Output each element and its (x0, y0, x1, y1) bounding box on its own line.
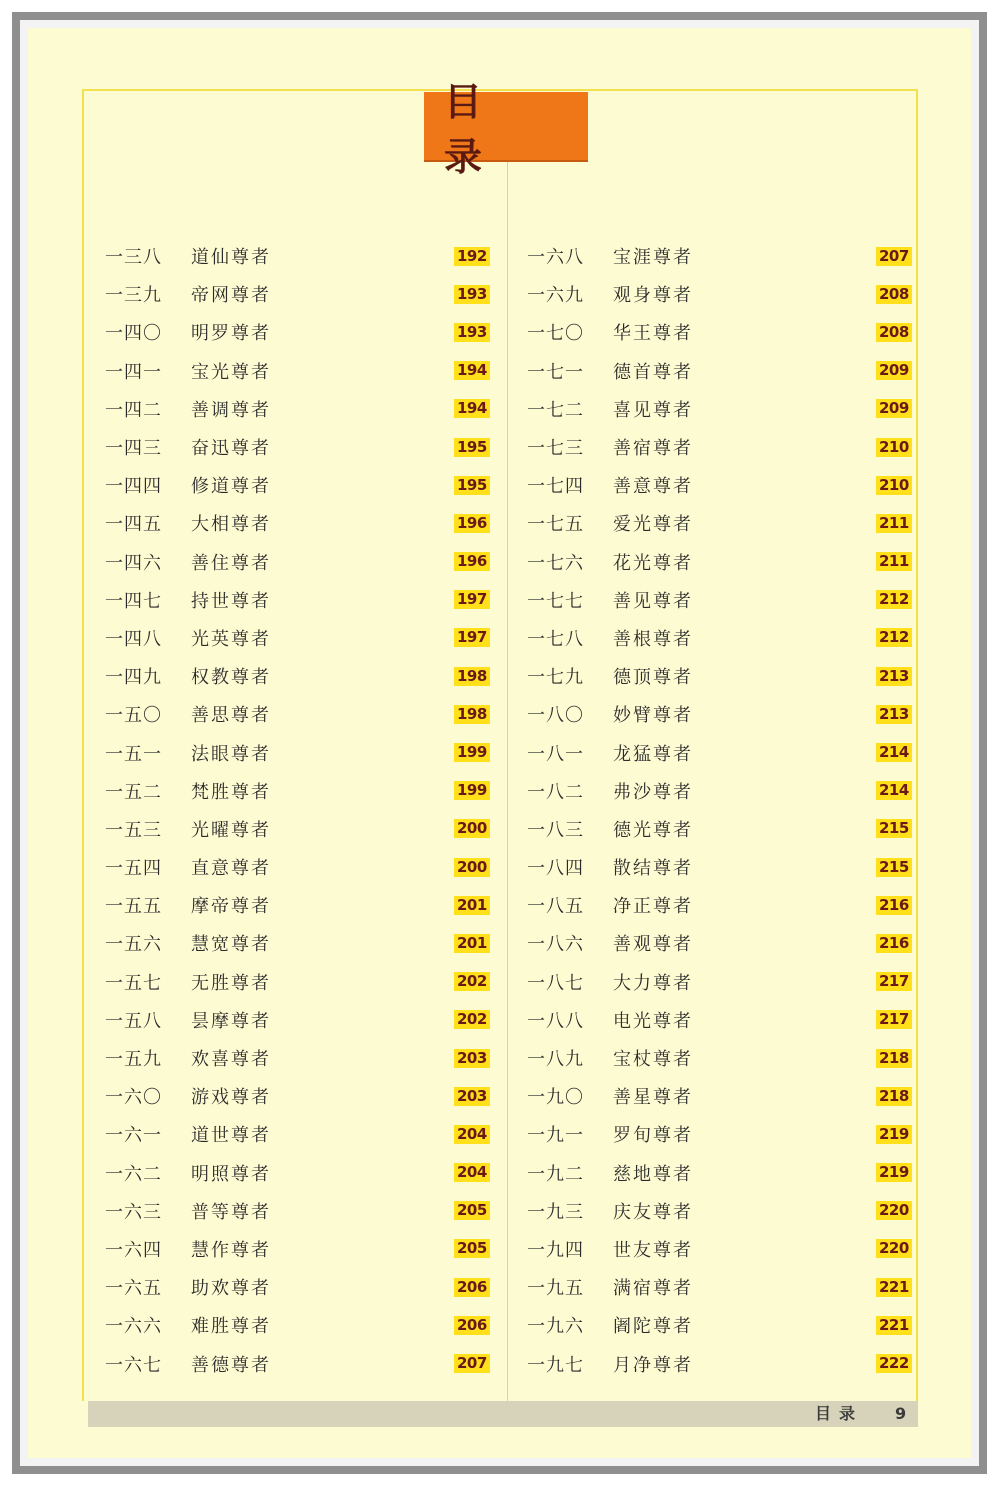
entry-number: 一六三 (105, 1201, 162, 1223)
entry-page-number: 196 (454, 514, 490, 533)
toc-entry[interactable] (527, 237, 917, 275)
toc-entry[interactable] (105, 428, 495, 466)
entry-page-number: 214 (876, 743, 912, 762)
entry-number: 一九五 (527, 1278, 584, 1300)
entry-title: 奋迅尊者 (191, 438, 271, 460)
entry-number: 一七九 (527, 667, 584, 689)
entry-number: 一四五 (105, 514, 162, 536)
toc-entry[interactable] (105, 1306, 495, 1344)
entry-title: 无胜尊者 (191, 972, 271, 994)
toc-entry[interactable] (527, 1001, 917, 1039)
entry-page-number: 203 (454, 1087, 490, 1106)
entry-number: 一六二 (105, 1163, 162, 1185)
entry-title: 宝光尊者 (191, 361, 271, 383)
toc-entry[interactable] (527, 1230, 917, 1268)
entry-page-number: 193 (454, 285, 490, 304)
title-banner (424, 79, 588, 179)
entry-page-number: 197 (454, 590, 490, 609)
entry-page-number: 217 (876, 1010, 912, 1029)
entry-title: 道世尊者 (191, 1125, 271, 1147)
toc-entry[interactable] (527, 619, 917, 657)
entry-title: 阇陀尊者 (613, 1316, 693, 1338)
toc-entry[interactable] (105, 237, 495, 275)
entry-page-number: 193 (454, 323, 490, 342)
entry-title: 大相尊者 (191, 514, 271, 536)
footer-bar (88, 1401, 918, 1427)
entry-title: 摩帝尊者 (191, 896, 271, 918)
entry-page-number: 204 (454, 1125, 490, 1144)
entry-page-number: 205 (454, 1239, 490, 1258)
entry-page-number: 215 (876, 858, 912, 877)
entry-page-number: 202 (454, 1010, 490, 1029)
entry-page-number: 206 (454, 1316, 490, 1335)
entry-number: 一五七 (105, 972, 162, 994)
toc-left-column (105, 237, 495, 1383)
entry-number: 一五五 (105, 896, 162, 918)
entry-title: 善观尊者 (613, 934, 693, 956)
entry-number: 一五二 (105, 781, 162, 803)
entry-title: 妙臂尊者 (613, 705, 693, 727)
entry-number: 一八八 (527, 1010, 584, 1032)
toc-entry[interactable] (527, 848, 917, 886)
toc-entry[interactable] (527, 963, 917, 1001)
entry-number: 一五一 (105, 743, 162, 765)
entry-number: 一八六 (527, 934, 584, 956)
entry-number: 一四七 (105, 590, 162, 612)
entry-page-number: 220 (876, 1239, 912, 1258)
entry-number: 一四〇 (105, 323, 162, 345)
entry-page-number: 199 (454, 781, 490, 800)
entry-title: 满宿尊者 (613, 1278, 693, 1300)
toc-entry[interactable] (527, 466, 917, 504)
entry-title: 散结尊者 (613, 858, 693, 880)
entry-page-number: 202 (454, 972, 490, 991)
entry-title: 善见尊者 (613, 590, 693, 612)
entry-title: 大力尊者 (613, 972, 693, 994)
entry-title: 世友尊者 (613, 1239, 693, 1261)
entry-title: 净正尊者 (613, 896, 693, 918)
toc-entry[interactable] (527, 772, 917, 810)
toc-entry[interactable] (527, 428, 917, 466)
toc-entry[interactable] (527, 352, 917, 390)
entry-title: 爱光尊者 (613, 514, 693, 536)
entry-page-number: 194 (454, 361, 490, 380)
entry-number: 一七一 (527, 361, 584, 383)
entry-page-number: 210 (876, 476, 912, 495)
toc-entry[interactable] (527, 1192, 917, 1230)
toc-entry[interactable] (527, 504, 917, 542)
entry-page-number: 220 (876, 1201, 912, 1220)
entry-title: 月净尊者 (613, 1354, 693, 1376)
entry-page-number: 198 (454, 705, 490, 724)
toc-entry[interactable] (105, 772, 495, 810)
entry-number: 一四八 (105, 628, 162, 650)
entry-page-number: 215 (876, 819, 912, 838)
entry-number: 一九四 (527, 1239, 584, 1261)
entry-number: 一六四 (105, 1239, 162, 1261)
entry-title: 华王尊者 (613, 323, 693, 345)
entry-number: 一六九 (527, 285, 584, 307)
toc-entry[interactable] (527, 543, 917, 581)
entry-page-number: 207 (454, 1354, 490, 1373)
entry-number: 一七七 (527, 590, 584, 612)
toc-entry[interactable] (105, 390, 495, 428)
entry-title: 善德尊者 (191, 1354, 271, 1376)
toc-entry[interactable] (105, 466, 495, 504)
entry-page-number: 208 (876, 323, 912, 342)
entry-page-number: 208 (876, 285, 912, 304)
entry-number: 一四九 (105, 667, 162, 689)
entry-page-number: 221 (876, 1278, 912, 1297)
entry-title: 龙猛尊者 (613, 743, 693, 765)
entry-page-number: 204 (454, 1163, 490, 1182)
toc-entry[interactable] (105, 733, 495, 771)
toc-entry[interactable] (527, 313, 917, 351)
entry-page-number: 200 (454, 858, 490, 877)
entry-number: 一九三 (527, 1201, 584, 1223)
entry-page-number: 205 (454, 1201, 490, 1220)
entry-title: 罗旬尊者 (613, 1125, 693, 1147)
entry-page-number: 209 (876, 361, 912, 380)
toc-entry[interactable] (527, 1039, 917, 1077)
entry-title: 游戏尊者 (191, 1087, 271, 1109)
entry-title: 法眼尊者 (191, 743, 271, 765)
entry-title: 光英尊者 (191, 628, 271, 650)
entry-page-number: 195 (454, 438, 490, 457)
toc-entry[interactable] (527, 1154, 917, 1192)
entry-page-number: 207 (876, 247, 912, 266)
toc-entry[interactable] (527, 886, 917, 924)
toc-entry[interactable] (105, 924, 495, 962)
entry-page-number: 196 (454, 552, 490, 571)
toc-entry[interactable] (527, 581, 917, 619)
entry-title: 普等尊者 (191, 1201, 271, 1223)
entry-number: 一七三 (527, 438, 584, 460)
toc-entry[interactable] (105, 1115, 495, 1153)
page-title: 目 录 (444, 79, 503, 179)
entry-number: 一五三 (105, 819, 162, 841)
toc-entry[interactable] (105, 581, 495, 619)
entry-title: 电光尊者 (613, 1010, 693, 1032)
toc-entry[interactable] (105, 1268, 495, 1306)
entry-number: 一九〇 (527, 1087, 584, 1109)
entry-title: 梵胜尊者 (191, 781, 271, 803)
entry-number: 一八五 (527, 896, 584, 918)
entry-title: 光曜尊者 (191, 819, 271, 841)
footer-page-number: 9 (895, 1404, 907, 1423)
entry-number: 一五六 (105, 934, 162, 956)
toc-entry[interactable] (105, 619, 495, 657)
entry-page-number: 192 (454, 247, 490, 266)
entry-number: 一四二 (105, 399, 162, 421)
entry-title: 善星尊者 (613, 1087, 693, 1109)
entry-title: 慧宽尊者 (191, 934, 271, 956)
entry-title: 直意尊者 (191, 858, 271, 880)
entry-number: 一三九 (105, 285, 162, 307)
entry-title: 花光尊者 (613, 552, 693, 574)
toc-entry[interactable] (105, 1192, 495, 1230)
entry-number: 一九六 (527, 1316, 584, 1338)
entry-page-number: 209 (876, 399, 912, 418)
entry-page-number: 198 (454, 667, 490, 686)
toc-entry[interactable] (105, 1077, 495, 1115)
toc-entry[interactable] (105, 695, 495, 733)
entry-page-number: 212 (876, 628, 912, 647)
footer-label: 目录 (815, 1404, 864, 1423)
entry-page-number: 197 (454, 628, 490, 647)
toc-entry[interactable] (105, 275, 495, 313)
entry-page-number: 203 (454, 1049, 490, 1068)
entry-page-number: 195 (454, 476, 490, 495)
entry-title: 慈地尊者 (613, 1163, 693, 1185)
toc-entry[interactable] (527, 1344, 917, 1382)
entry-title: 欢喜尊者 (191, 1049, 271, 1071)
entry-number: 一六一 (105, 1125, 162, 1147)
toc-entry[interactable] (105, 657, 495, 695)
entry-page-number: 206 (454, 1278, 490, 1297)
entry-title: 善意尊者 (613, 476, 693, 498)
entry-title: 观身尊者 (613, 285, 693, 307)
entry-page-number: 201 (454, 896, 490, 915)
entry-title: 宝涯尊者 (613, 247, 693, 269)
entry-number: 一七五 (527, 514, 584, 536)
entry-title: 帝网尊者 (191, 285, 271, 307)
entry-title: 善根尊者 (613, 628, 693, 650)
toc-entry[interactable] (105, 313, 495, 351)
toc-entry[interactable] (105, 1001, 495, 1039)
toc-entry[interactable] (527, 810, 917, 848)
entry-page-number: 219 (876, 1125, 912, 1144)
entry-title: 难胜尊者 (191, 1316, 271, 1338)
entry-number: 一八〇 (527, 705, 584, 727)
entry-page-number: 200 (454, 819, 490, 838)
entry-page-number: 216 (876, 934, 912, 953)
toc-entry[interactable] (527, 695, 917, 733)
toc-entry[interactable] (527, 1077, 917, 1115)
entry-title: 昙摩尊者 (191, 1010, 271, 1032)
toc-entry[interactable] (105, 848, 495, 886)
toc-entry[interactable] (105, 810, 495, 848)
entry-number: 一八三 (527, 819, 584, 841)
entry-number: 一九七 (527, 1354, 584, 1376)
entry-number: 一九二 (527, 1163, 584, 1185)
entry-number: 一六七 (105, 1354, 162, 1376)
entry-page-number: 210 (876, 438, 912, 457)
entry-title: 弗沙尊者 (613, 781, 693, 803)
entry-page-number: 217 (876, 972, 912, 991)
entry-number: 一五九 (105, 1049, 162, 1071)
toc-entry[interactable] (105, 886, 495, 924)
entry-title: 德首尊者 (613, 361, 693, 383)
entry-number: 一八七 (527, 972, 584, 994)
entry-title: 德光尊者 (613, 819, 693, 841)
entry-number: 一五八 (105, 1010, 162, 1032)
toc-entry[interactable] (105, 1154, 495, 1192)
entry-number: 一四一 (105, 361, 162, 383)
entry-number: 一八一 (527, 743, 584, 765)
toc-entry[interactable] (105, 504, 495, 542)
entry-page-number: 214 (876, 781, 912, 800)
toc-entry[interactable] (527, 924, 917, 962)
entry-number: 一四三 (105, 438, 162, 460)
entry-number: 一八四 (527, 858, 584, 880)
entry-title: 庆友尊者 (613, 1201, 693, 1223)
toc-entry[interactable] (105, 543, 495, 581)
toc-entry[interactable] (105, 1039, 495, 1077)
entry-page-number: 211 (876, 552, 912, 571)
entry-number: 一七二 (527, 399, 584, 421)
toc-entry[interactable] (527, 733, 917, 771)
entry-number: 一五四 (105, 858, 162, 880)
toc-entry[interactable] (527, 657, 917, 695)
entry-title: 善调尊者 (191, 399, 271, 421)
entry-page-number: 199 (454, 743, 490, 762)
entry-title: 道仙尊者 (191, 247, 271, 269)
toc-entry[interactable] (105, 352, 495, 390)
entry-page-number: 212 (876, 590, 912, 609)
entry-title: 权教尊者 (191, 667, 271, 689)
entry-page-number: 219 (876, 1163, 912, 1182)
toc-entry[interactable] (527, 275, 917, 313)
toc-entry[interactable] (105, 1230, 495, 1268)
entry-number: 一七〇 (527, 323, 584, 345)
entry-page-number: 213 (876, 667, 912, 686)
entry-number: 一七八 (527, 628, 584, 650)
entry-number: 一七六 (527, 552, 584, 574)
entry-number: 一四六 (105, 552, 162, 574)
entry-title: 慧作尊者 (191, 1239, 271, 1261)
toc-entry[interactable] (527, 1306, 917, 1344)
entry-number: 一六〇 (105, 1087, 162, 1109)
entry-title: 德顶尊者 (613, 667, 693, 689)
entry-page-number: 211 (876, 514, 912, 533)
entry-number: 一六五 (105, 1278, 162, 1300)
entry-number: 一九一 (527, 1125, 584, 1147)
entry-number: 一七四 (527, 476, 584, 498)
toc-right-column (527, 237, 917, 1383)
entry-title: 善住尊者 (191, 552, 271, 574)
entry-number: 一八九 (527, 1049, 584, 1071)
entry-title: 喜见尊者 (613, 399, 693, 421)
entry-page-number: 216 (876, 896, 912, 915)
toc-entry[interactable] (527, 1268, 917, 1306)
toc-entry[interactable] (527, 1115, 917, 1153)
entry-title: 明照尊者 (191, 1163, 271, 1185)
entry-number: 一六六 (105, 1316, 162, 1338)
toc-entry[interactable] (527, 390, 917, 428)
entry-title: 善宿尊者 (613, 438, 693, 460)
entry-page-number: 213 (876, 705, 912, 724)
entry-title: 助欢尊者 (191, 1278, 271, 1300)
entry-page-number: 201 (454, 934, 490, 953)
entry-page-number: 222 (876, 1354, 912, 1373)
entry-number: 一五〇 (105, 705, 162, 727)
entry-title: 持世尊者 (191, 590, 271, 612)
entry-page-number: 218 (876, 1049, 912, 1068)
entry-number: 一六八 (527, 247, 584, 269)
entry-page-number: 194 (454, 399, 490, 418)
entry-number: 一四四 (105, 476, 162, 498)
toc-entry[interactable] (105, 1344, 495, 1382)
column-divider (507, 158, 508, 1401)
entry-title: 明罗尊者 (191, 323, 271, 345)
entry-page-number: 221 (876, 1316, 912, 1335)
entry-number: 一三八 (105, 247, 162, 269)
entry-title: 善思尊者 (191, 705, 271, 727)
entry-title: 宝杖尊者 (613, 1049, 693, 1071)
toc-entry[interactable] (105, 963, 495, 1001)
entry-number: 一八二 (527, 781, 584, 803)
entry-page-number: 218 (876, 1087, 912, 1106)
entry-title: 修道尊者 (191, 476, 271, 498)
